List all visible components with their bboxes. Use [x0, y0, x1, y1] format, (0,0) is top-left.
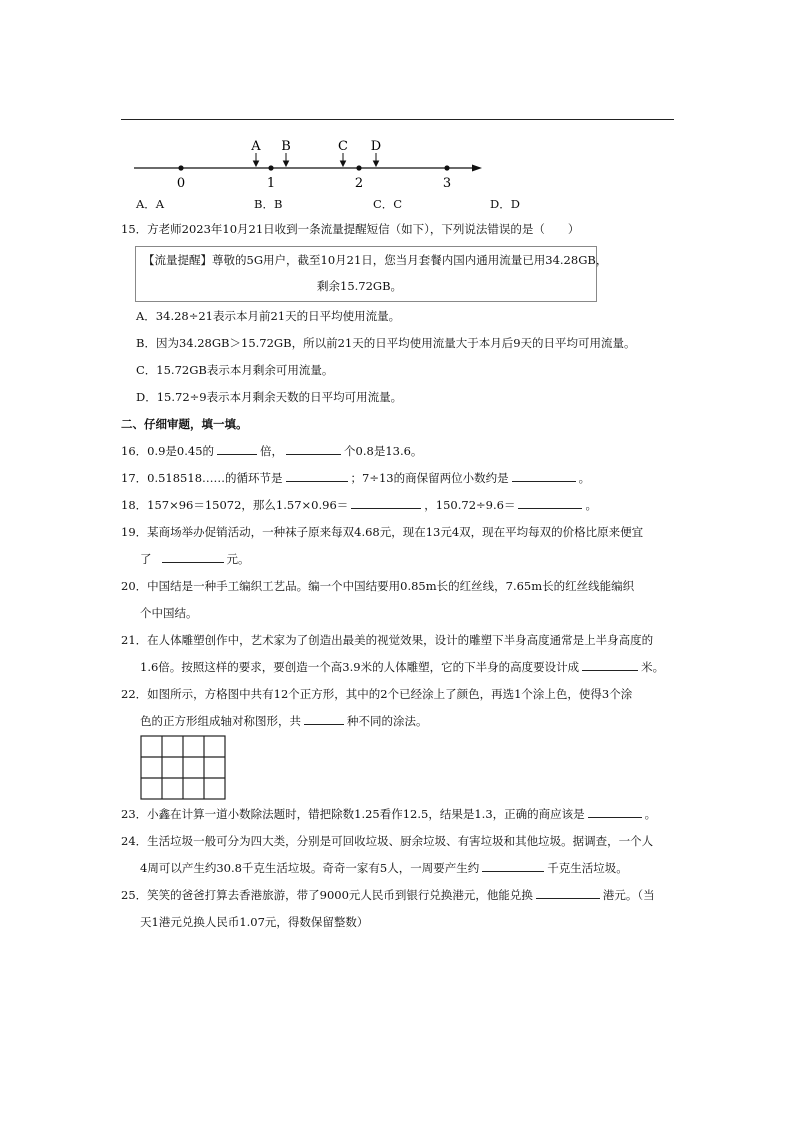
q15-option-b: B．因为34.28GB＞15.72GB，所以前21天的日平均使用流量大于本月后9天的日平均可用流量。: [136, 336, 636, 350]
q25-text-b: 港元。（当: [602, 888, 655, 902]
q16-blank-2[interactable]: [286, 441, 341, 455]
tick-dot-3: [444, 165, 449, 170]
q15-sms-line2: 剩余15.72GB。: [317, 279, 403, 293]
q19-blank[interactable]: [162, 549, 224, 563]
tick-dot-2: [356, 165, 361, 170]
q15-option-a: A．34.28÷21表示本月前21天的日平均使用流量。: [136, 309, 401, 323]
q24-text-b: 千克生活垃圾。: [547, 861, 628, 875]
q17-blank-2[interactable]: [512, 468, 576, 482]
q23: [121, 804, 656, 824]
q18-blank-2[interactable]: [518, 495, 582, 509]
q25-line2: 天1港元兑换人民币1.07元，得数保留整数）: [140, 915, 369, 929]
q22-text-b: 种不同的涂法。: [347, 714, 428, 728]
q18: [121, 495, 597, 515]
q15-option-c: C．15.72GB表示本月剩余可用流量。: [136, 363, 334, 377]
q17: [121, 468, 590, 488]
q21-text-a: 1.6倍。按照这样的要求，要创造一个高3.9米的人体雕塑，它的下半身的高度要设计成: [140, 660, 580, 674]
q15-sms-box: [135, 246, 608, 302]
q14-option-b: B．B: [254, 197, 283, 211]
q20-line1: 20．中国结是一种手工编织工艺品。编一个中国结要用0.85m长的红丝线，7.65m长的红丝线能编织: [121, 579, 635, 593]
q25-line1: [121, 885, 655, 905]
q15-stem: 15．方老师2023年10月21日收到一条流量提醒短信（如下），下列说法错误的是（ ）: [121, 222, 580, 236]
q17-blank-1[interactable]: [286, 468, 348, 482]
q14-option-a: A．A: [136, 197, 165, 211]
q17-text-b: ；7÷13的商保留两位小数约是: [350, 471, 509, 485]
tick-label-0: 0: [176, 176, 186, 187]
q16-text-c: 个0.8是13.6。: [344, 444, 423, 458]
q18-text-b: ，150.72÷9.6＝: [424, 498, 516, 512]
tick-label-2: 2: [354, 176, 364, 187]
marker-label-a: A: [251, 139, 261, 154]
q18-text-c: 。: [585, 498, 597, 512]
q23-text-a: 23．小鑫在计算一道小数除法题时，错把除数1.25看作12.5，结果是1.3，正确的商应该是: [121, 807, 585, 821]
number-line-figure: [130, 135, 490, 187]
q20-line2: 个中国结。: [140, 606, 198, 620]
tick-dot-1: [268, 165, 273, 170]
q21-line1: 21．在人体雕塑创作中，艺术家为了创造出最美的视觉效果，设计的雕塑下半身高度通常是上半身高度的: [121, 633, 654, 647]
q16: [121, 441, 422, 461]
q17-text-c: 。: [578, 471, 591, 485]
q25-text-a: 25．笑笑的爸爸打算去香港旅游，带了9000元人民币到银行兑换港元，他能兑换: [121, 888, 533, 902]
q14-option-d: D．D: [490, 197, 520, 211]
q24-text-a: 4周可以产生约30.8千克生活垃圾。奇奇一家有5人，一周要产生约: [140, 861, 480, 875]
q22-blank[interactable]: [304, 711, 344, 725]
q21-blank[interactable]: [582, 657, 638, 671]
q25-blank[interactable]: [536, 885, 600, 899]
q22-line1: 22．如图所示，方格图中共有12个正方形，其中的2个已经涂上了颜色，再选1个涂上色，使得3个涂: [121, 687, 633, 701]
q22-square-grid: [140, 735, 226, 801]
q18-blank-1[interactable]: [351, 495, 421, 509]
q15-option-d: D．15.72÷9表示本月剩余天数的日平均可用流量。: [136, 390, 403, 404]
q22-text-a: 色的正方形组成轴对称图形，共: [140, 714, 301, 728]
tick-label-1: 1: [266, 176, 276, 187]
q16-blank-1[interactable]: [217, 441, 257, 455]
section-2-title: 二、仔细审题，填一填。: [121, 417, 248, 431]
q18-text-a: 18．157×96＝15072，那么1.57×0.96＝: [121, 498, 349, 512]
q21-text-b: 米。: [641, 660, 665, 674]
q16-text-b: 倍，: [260, 444, 284, 458]
q15-sms-line1: 【流量提醒】尊敬的5G用户，截至10月21日，您当月套餐内国内通用流量已用34.28GB，: [143, 253, 608, 267]
number-line-arrowhead: [472, 165, 482, 172]
q24-blank[interactable]: [482, 858, 544, 872]
tick-dot-0: [178, 165, 183, 170]
q23-blank[interactable]: [588, 804, 642, 818]
q19-line1: 19．某商场举办促销活动，一种袜子原来每双4.68元，现在13元4双，现在平均每双的价格比原来便宜: [121, 525, 644, 539]
q19-text-b: 元。: [226, 552, 250, 566]
q17-text-a: 17．0.518518……的循环节是: [121, 471, 283, 485]
q23-text-b: 。: [644, 807, 657, 821]
tick-label-3: 3: [442, 176, 452, 187]
q19-text-a: 了: [140, 552, 152, 566]
marker-label-b: B: [281, 139, 291, 154]
marker-label-d: D: [370, 139, 382, 154]
header-rule: [121, 119, 674, 120]
q14-option-c: C．C: [373, 197, 403, 211]
q24-line2: [140, 858, 628, 878]
marker-label-c: C: [338, 139, 348, 154]
q21-line2: [140, 657, 664, 677]
q16-text-a: 16．0.9是0.45的: [121, 444, 215, 458]
q19-line2: [140, 549, 250, 569]
q24-line1: 24．生活垃圾一般可分为四大类，分别是可回收垃圾、厨余垃圾、有害垃圾和其他垃圾。据调查，一个人: [121, 834, 654, 848]
q22-line2: [140, 711, 428, 731]
